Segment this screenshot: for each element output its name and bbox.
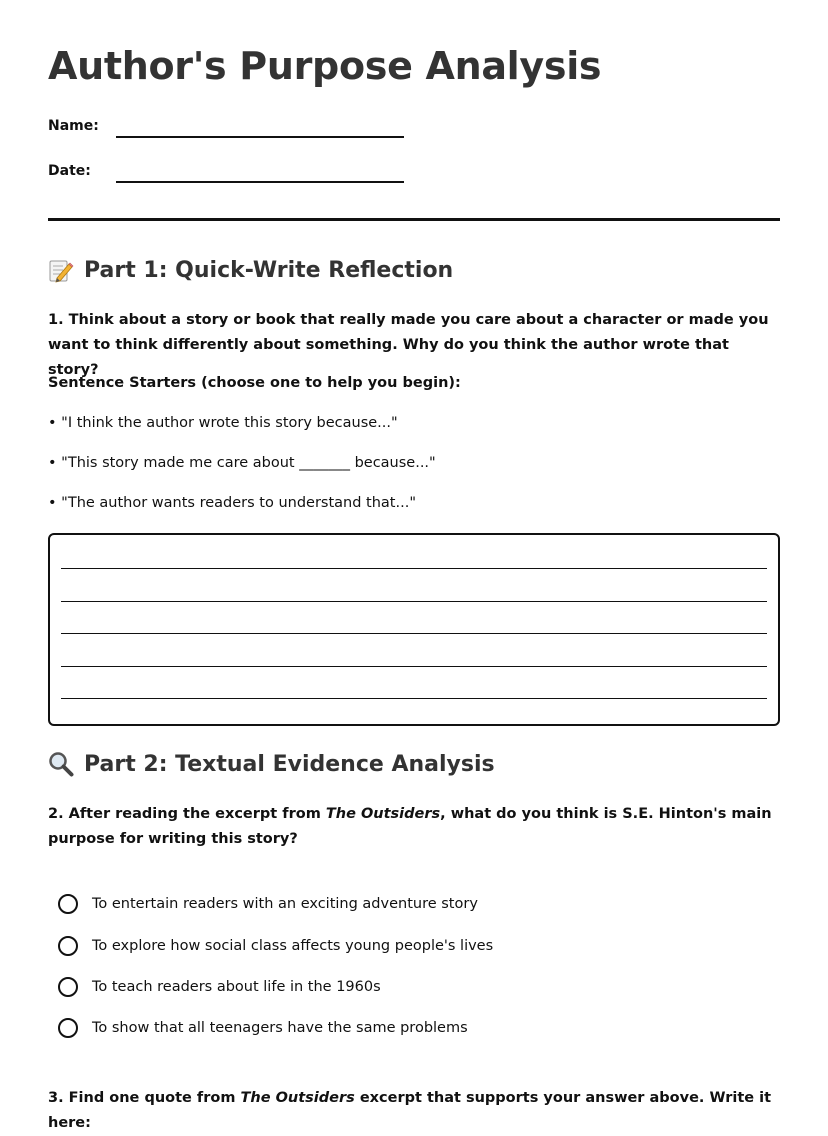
date-label: Date: bbox=[48, 163, 91, 179]
answer-option[interactable] bbox=[58, 891, 478, 917]
radio-button[interactable] bbox=[58, 977, 78, 997]
sentence-starter-3: • "The author wants readers to understand that..." bbox=[48, 495, 416, 511]
magnifying-glass-icon bbox=[48, 751, 74, 777]
writing-line bbox=[61, 698, 767, 699]
answer-option-label: To entertain readers with an exciting adventure story bbox=[92, 896, 478, 912]
name-input-line[interactable] bbox=[116, 136, 404, 138]
quick-write-answer-box[interactable] bbox=[48, 533, 780, 726]
question-3-text-end: excerpt that supports your answer above. Write it here: bbox=[48, 1090, 772, 1131]
name-label: Name: bbox=[48, 118, 99, 134]
page-title: Author's Purpose Analysis bbox=[48, 44, 602, 88]
writing-line bbox=[61, 633, 767, 634]
part2-heading-text: Part 2: Textual Evidence Analysis bbox=[84, 751, 495, 777]
question-1: 1. Think about a story or book that really made you care about a character or made you want to think differently about something. Why do you think the author wrote that story? bbox=[48, 312, 769, 378]
radio-button[interactable] bbox=[58, 894, 78, 914]
sentence-starters-title: Sentence Starters (choose one to help you begin): bbox=[48, 375, 461, 391]
date-input-line[interactable] bbox=[116, 181, 404, 183]
writing-line bbox=[61, 568, 767, 569]
date-field[interactable] bbox=[48, 163, 408, 187]
part1-heading bbox=[48, 257, 453, 283]
sentence-starter-2: • "This story made me care about _______ because..." bbox=[48, 455, 436, 471]
question-3-book-title: The Outsiders bbox=[240, 1090, 355, 1106]
name-field[interactable] bbox=[48, 118, 408, 142]
header-divider bbox=[48, 218, 780, 221]
answer-option[interactable] bbox=[58, 974, 381, 1000]
writing-line bbox=[61, 666, 767, 667]
question-2 bbox=[48, 802, 780, 852]
question-3 bbox=[48, 1086, 780, 1136]
writing-line bbox=[61, 601, 767, 602]
question-2-text-end: , what do you think is S.E. Hinton's main purpose for writing this story? bbox=[48, 806, 772, 847]
question-2-book-title: The Outsiders bbox=[325, 806, 441, 822]
answer-option-label: To show that all teenagers have the same problems bbox=[92, 1020, 468, 1036]
radio-button[interactable] bbox=[58, 936, 78, 956]
radio-button[interactable] bbox=[58, 1018, 78, 1038]
answer-option[interactable] bbox=[58, 933, 493, 959]
part1-heading-text: Part 1: Quick-Write Reflection bbox=[84, 257, 454, 283]
answer-option-label: To explore how social class affects young people's lives bbox=[92, 938, 494, 954]
sentence-starter-1: • "I think the author wrote this story because..." bbox=[48, 415, 398, 431]
memo-pencil-icon bbox=[48, 257, 74, 283]
question-2-text-start: 2. After reading the excerpt from bbox=[48, 806, 326, 822]
question-3-text-start: 3. Find one quote from bbox=[48, 1090, 241, 1106]
part2-heading bbox=[48, 751, 495, 777]
answer-option[interactable] bbox=[58, 1015, 468, 1041]
answer-option-label: To teach readers about life in the 1960s bbox=[92, 979, 381, 995]
